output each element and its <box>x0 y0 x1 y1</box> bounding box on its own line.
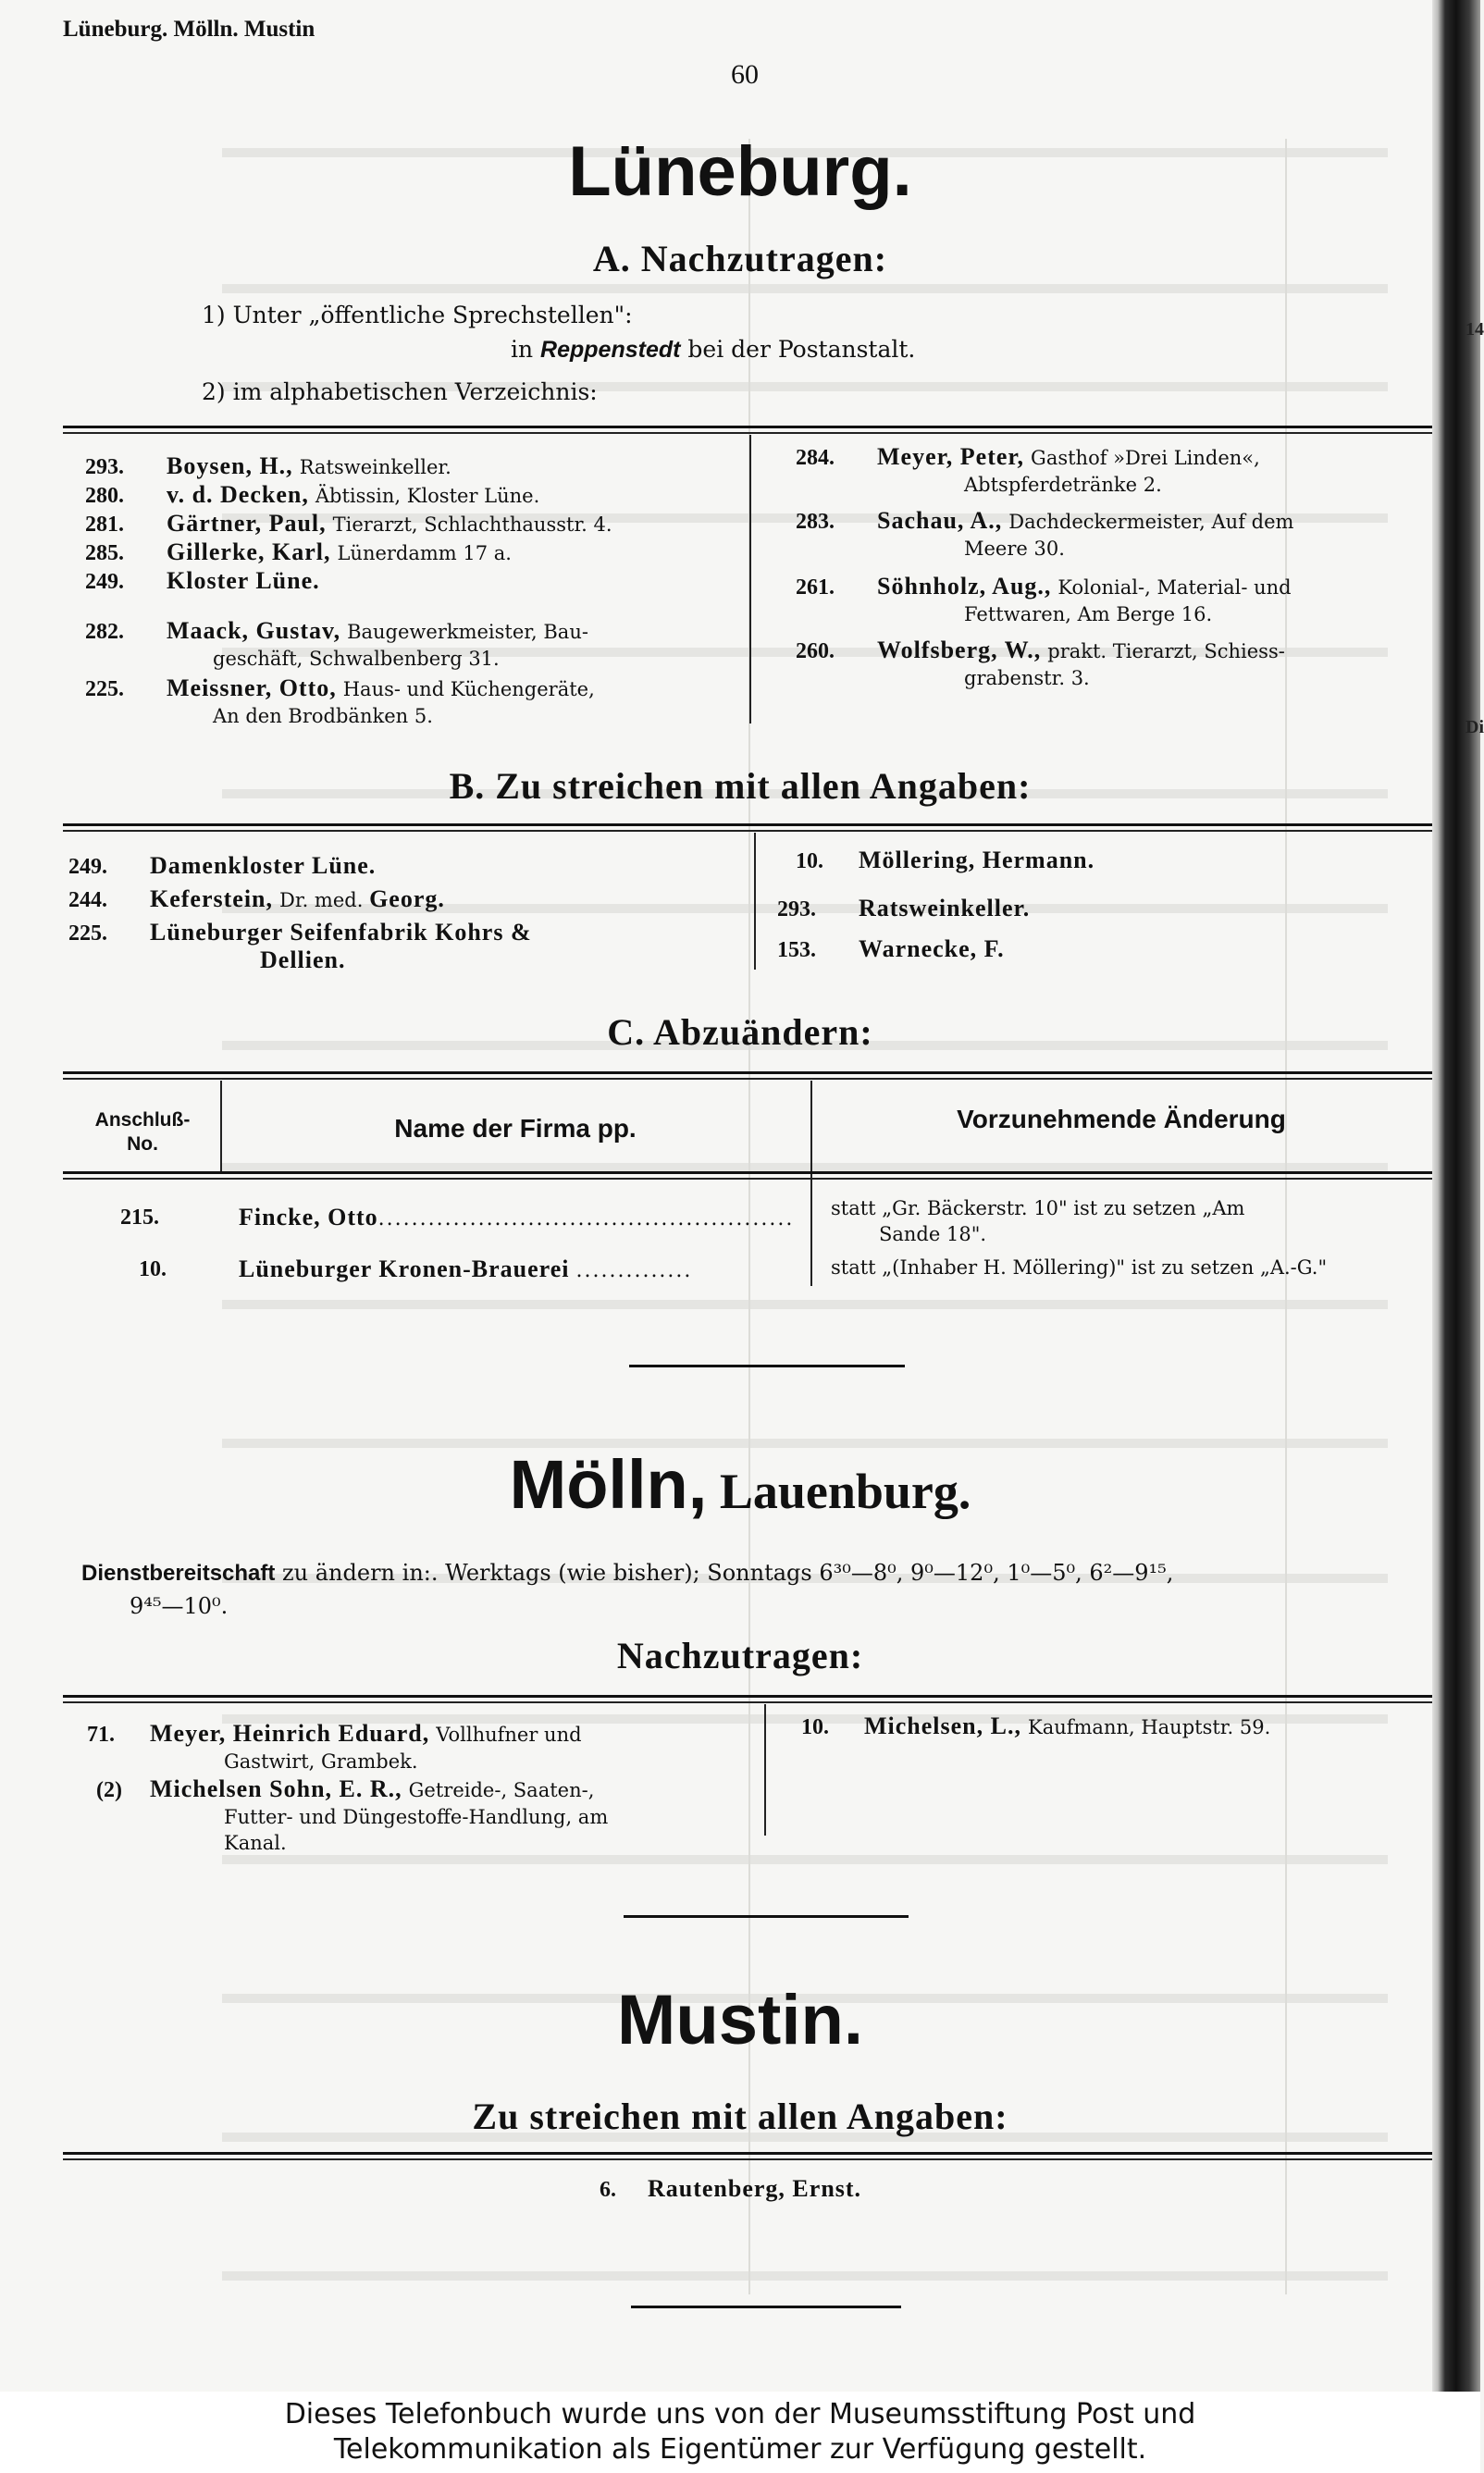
binding-mark-2: Di <box>1465 717 1484 737</box>
footer-line-2: Telekommunikation als Eigentümer zur Verfügung gestellt. <box>333 2433 1147 2466</box>
entry-continuation: Futter- und Düngestoffe-Handlung, am <box>224 1806 609 1828</box>
list-item <box>85 675 751 729</box>
table-row <box>63 1197 1432 1260</box>
dienst-line-2: 9⁴⁵—10⁰. <box>130 1593 229 1619</box>
entry-continuation: Fettwaren, Am Berge 16. <box>964 603 1213 625</box>
entry-name: Meyer, Heinrich Eduard, <box>150 1720 430 1747</box>
town-title-molln-main: Mölln, <box>509 1446 708 1523</box>
table-header-no-line1: Anschluß- <box>94 1109 191 1131</box>
rule-molln-top <box>63 1695 1432 1698</box>
list-item <box>796 847 1425 875</box>
entry-detail: Dr. med. <box>279 889 370 911</box>
entry-name: Boysen, H., <box>167 452 293 479</box>
entry-detail: Getreide-, Saaten-, <box>408 1779 595 1801</box>
table-cell-name-text: Lüneburger Kronen-Brauerei <box>239 1255 570 1282</box>
entry-name: Möllering, Hermann. <box>859 847 1095 873</box>
table-cell-no: 10. <box>139 1257 167 1281</box>
rule-c-top <box>63 1071 1432 1074</box>
entry-detail: Ratsweinkeller. <box>299 456 451 478</box>
leader-dots: .............. <box>575 1259 693 1282</box>
dienst-text: zu ändern in:. Werktags (wie bisher); Sonntags 6³⁰—8⁰, 9⁰—12⁰, 1⁰—5⁰, 6²—9¹⁵, <box>275 1560 1174 1586</box>
town-title-luneburg: Lüneburg. <box>568 132 912 211</box>
a-item1-detail-prefix: in <box>511 336 541 363</box>
dienst-line <box>81 1560 1441 1587</box>
dienst-label: Dienstbereitschaft <box>81 1561 276 1586</box>
entry-name: Lüneburger Seifenfabrik Kohrs & <box>150 919 532 946</box>
a-item2-label: 2) im alphabetischen Verzeichnis: <box>202 378 598 405</box>
footer-line-1: Dieses Telefonbuch wurde uns von der Museumsstiftung Post und <box>284 2398 1196 2430</box>
list-item <box>68 920 772 973</box>
entry-detail: Dachdeckermeister, Auf dem <box>1008 511 1294 533</box>
list-item <box>68 853 753 881</box>
rule-a-top-2 <box>63 432 1432 434</box>
entry-name: Meissner, Otto, <box>167 674 337 701</box>
entry-number: 284. <box>796 446 835 470</box>
entry-number: 6. <box>600 2178 616 2202</box>
entry-detail: Haus- und Küchengeräte, <box>342 678 595 700</box>
binding-mark-1: 14 <box>1465 319 1484 340</box>
a-item1-detail <box>511 336 915 364</box>
entry-name: Keferstein, <box>150 885 274 912</box>
entry-number: 260. <box>796 639 835 663</box>
a-item1-label: 1) Unter „öffentliche Sprechstellen": <box>202 302 633 328</box>
table-cell-name <box>239 1205 803 1232</box>
list-item <box>777 896 1406 923</box>
entry-number: 293. <box>85 455 124 479</box>
section-heading-b: B. Zu streichen mit allen Angaben: <box>449 765 1032 807</box>
rule-c-top-2 <box>63 1078 1432 1080</box>
list-item <box>796 444 1434 498</box>
table-header-name: Name der Firma pp. <box>394 1114 637 1143</box>
entry-name: Rautenberg, Ernst. <box>648 2175 862 2202</box>
entry-number: 153. <box>777 938 816 962</box>
list-item <box>796 637 1434 691</box>
entry-name: Michelsen Sohn, E. R., <box>150 1775 402 1802</box>
entry-continuation: Dellien. <box>260 946 346 973</box>
list-item <box>85 511 733 538</box>
rule-table-header-2 <box>63 1178 1432 1180</box>
rule-mustin-top <box>63 2152 1432 2155</box>
entry-number: 280. <box>85 484 124 508</box>
section-separator <box>629 1365 905 1367</box>
entry-number: 282. <box>85 620 124 644</box>
a-item1-detail-suffix: bei der Postanstalt. <box>680 336 916 363</box>
entry-name: Söhnholz, Aug., <box>877 573 1052 600</box>
running-head: Lüneburg. Mölln. Mustin <box>63 17 315 42</box>
entry-detail: Tierarzt, Schlachthausstr. 4. <box>332 513 612 536</box>
rule-molln-top-2 <box>63 1701 1432 1703</box>
table-header-no-line2: No. <box>127 1133 158 1155</box>
section-separator <box>631 2306 901 2308</box>
entry-name: Michelsen, L., <box>864 1713 1021 1739</box>
entry-number: 225. <box>68 921 107 946</box>
table-cell-change-line2: Sande 18". <box>879 1223 987 1245</box>
entry-name: v. d. Decken, <box>167 481 309 508</box>
list-item <box>96 1776 762 1856</box>
entry-detail: Kaufmann, Hauptstr. 59. <box>1028 1716 1271 1738</box>
entry-continuation: Meere 30. <box>964 538 1065 560</box>
entry-detail: Gasthof »Drei Linden«, <box>1031 447 1260 469</box>
entry-name: Ratsweinkeller. <box>859 895 1031 921</box>
section-separator <box>624 1915 909 1918</box>
rule-b-top-2 <box>63 830 1432 832</box>
entry-number: 249. <box>85 570 124 594</box>
entry-detail: Lünerdamm 17 a. <box>337 542 512 564</box>
rule-table-header <box>63 1171 1432 1174</box>
leader-dots: .................................................. <box>377 1207 795 1230</box>
list-item <box>796 574 1434 627</box>
entry-continuation: grabenstr. 3. <box>964 667 1090 689</box>
entry-continuation-2: Kanal. <box>224 1832 287 1854</box>
town-title-molln <box>0 1445 1480 1524</box>
list-item <box>68 886 753 914</box>
entry-detail: Äbtissin, Kloster Lüne. <box>315 485 540 507</box>
table-cell-name <box>239 1256 812 1284</box>
list-item <box>85 568 733 596</box>
entry-name: Damenkloster Lüne. <box>150 852 377 879</box>
list-item <box>777 936 1406 964</box>
entry-number: 10. <box>796 849 823 873</box>
entry-name: Maack, Gustav, <box>167 617 341 644</box>
entry-number: 71. <box>87 1723 115 1747</box>
entry-name: Gillerke, Karl, <box>167 538 331 565</box>
list-item <box>87 1721 762 1774</box>
entry-name: Kloster Lüne. <box>167 567 320 594</box>
section-heading-mustin: Zu streichen mit allen Angaben: <box>472 2096 1008 2137</box>
town-title-mustin: Mustin. <box>617 1981 863 2059</box>
list-item <box>85 453 733 481</box>
table-cell-name-text: Fincke, Otto <box>239 1204 378 1230</box>
list-item <box>85 482 733 510</box>
page-number: 60 <box>731 59 759 90</box>
list-item <box>801 1713 1430 1741</box>
column-divider-molln <box>764 1704 766 1836</box>
rule-b-top <box>63 823 1432 826</box>
entry-number: 249. <box>68 855 107 879</box>
entry-name: Gärtner, Paul, <box>167 510 327 537</box>
entry-continuation: Gastwirt, Grambek. <box>224 1750 418 1773</box>
entry-name-2: Georg. <box>369 885 445 912</box>
entry-detail: Baugewerkmeister, Bau- <box>347 621 588 643</box>
entry-number: 285. <box>85 541 124 565</box>
entry-detail: Kolonial-, Material- und <box>1057 576 1292 599</box>
section-heading-c: C. Abzuändern: <box>607 1011 873 1053</box>
list-item <box>85 539 733 567</box>
rule-a-top <box>63 426 1432 428</box>
archive-footer <box>0 2392 1480 2473</box>
entry-number: 293. <box>777 897 816 921</box>
entry-name: Sachau, A., <box>877 507 1003 534</box>
table-cell-change <box>831 1195 1432 1247</box>
table-cell-change-line1: statt „Gr. Bäckerstr. 10" ist zu setzen „Am <box>831 1197 1245 1219</box>
section-heading-molln: Nachzutragen: <box>616 1635 864 1676</box>
entry-name: Warnecke, F. <box>859 935 1005 962</box>
rule-mustin-top-2 <box>63 2158 1432 2160</box>
list-item <box>796 508 1434 562</box>
table-header-change: Vorzunehmende Änderung <box>957 1105 1286 1133</box>
entry-number: (2) <box>96 1778 122 1802</box>
list-item <box>85 618 733 672</box>
entry-number: 281. <box>85 513 124 537</box>
entry-number: 261. <box>796 575 835 600</box>
entry-continuation: geschäft, Schwalbenberg 31. <box>213 648 500 670</box>
table-row <box>63 1256 1432 1293</box>
entry-name: Meyer, Peter, <box>877 443 1025 470</box>
entry-number: 10. <box>801 1715 829 1739</box>
entry-number: 244. <box>68 888 107 912</box>
table-cell-no: 215. <box>120 1206 159 1230</box>
entry-detail: prakt. Tierarzt, Schiess- <box>1047 640 1285 662</box>
table-header-no <box>65 1108 220 1156</box>
list-item <box>600 2176 1062 2204</box>
section-heading-a: A. Nachzutragen: <box>592 238 888 279</box>
entry-number: 225. <box>85 677 124 701</box>
entry-name: Wolfsberg, W., <box>877 637 1042 663</box>
entry-detail: Vollhufner und <box>436 1724 582 1746</box>
town-title-molln-sub: Lauenburg. <box>707 1464 971 1519</box>
a-item1-place: Reppenstedt <box>540 337 681 363</box>
table-cell-change: statt „(Inhaber H. Möllering)" ist zu setzen „A.-G." <box>831 1256 1328 1279</box>
entry-continuation: Abtspferdetränke 2. <box>964 474 1162 496</box>
entry-continuation: An den Brodbänken 5. <box>213 705 433 727</box>
entry-number: 283. <box>796 510 835 534</box>
